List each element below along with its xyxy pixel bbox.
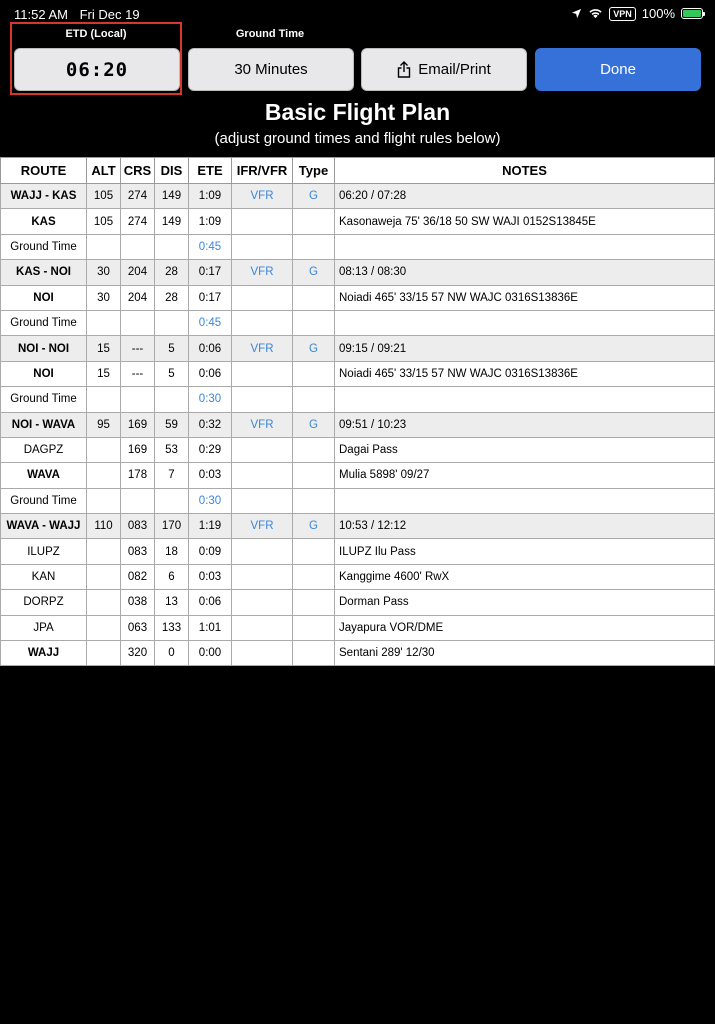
cell-dis [155,310,189,335]
cell-dis: 53 [155,437,189,462]
page-title: Basic Flight Plan [264,99,451,125]
cell-notes: Dagai Pass [335,437,715,462]
cell-ete: 0:09 [189,539,232,564]
cell-alt [87,234,121,259]
cell-ete: 0:32 [189,412,232,437]
location-arrow-icon [571,8,582,19]
col-header-rules: IFR/VFR [232,158,293,184]
cell-type [293,564,335,589]
cell-dis [155,234,189,259]
cell-dis: 18 [155,539,189,564]
cell-ete: 0:17 [189,285,232,310]
cell-notes [335,387,715,412]
cell-notes: Jayapura VOR/DME [335,615,715,640]
cell-notes: Kanggime 4600' RwX [335,564,715,589]
cell-notes: Noiadi 465' 33/15 57 NW WAJC 0316S13836E [335,285,715,310]
cell-route: KAS - NOI [1,260,87,285]
cell-alt: 15 [87,336,121,361]
waypoint-row [1,463,715,488]
done-button[interactable]: Done [535,48,701,91]
status-time: 11:52 AM [14,7,68,22]
waypoint-row [1,285,715,310]
cell-crs: 083 [121,539,155,564]
cell-route: Ground Time [1,310,87,335]
cell-dis: 59 [155,412,189,437]
leg-row [1,260,715,285]
cell-crs [121,310,155,335]
leg-row [1,184,715,209]
cell-route: NOI - WAVA [1,412,87,437]
ground-time-value[interactable]: 0:30 [189,387,232,412]
cell-notes: Noiadi 465' 33/15 57 NW WAJC 0316S13836E [335,361,715,386]
waypoint-row [1,209,715,234]
cell-crs: 082 [121,564,155,589]
flight-type-toggle[interactable]: G [293,514,335,539]
cell-dis: 5 [155,361,189,386]
cell-alt: 105 [87,209,121,234]
share-icon [397,61,411,78]
flight-type-toggle[interactable]: G [293,412,335,437]
cell-route: WAVA [1,463,87,488]
col-header-dis: DIS [155,158,189,184]
cell-type [293,615,335,640]
waypoint-row [1,361,715,386]
flight-type-toggle[interactable]: G [293,184,335,209]
ground-time-row [1,488,715,513]
flight-rules-toggle[interactable]: VFR [232,336,293,361]
cell-alt [87,590,121,615]
cell-route: WAVA - WAJJ [1,514,87,539]
cell-notes: 09:51 / 10:23 [335,412,715,437]
cell-ete: 0:06 [189,361,232,386]
flight-rules-toggle[interactable]: VFR [232,260,293,285]
leg-row [1,412,715,437]
cell-ete: 0:06 [189,336,232,361]
cell-route: Ground Time [1,488,87,513]
cell-rules [232,590,293,615]
cell-notes: 10:53 / 12:12 [335,514,715,539]
cell-dis: 13 [155,590,189,615]
cell-route: DAGPZ [1,437,87,462]
cell-rules [232,539,293,564]
cell-alt [87,310,121,335]
cell-crs [121,387,155,412]
flight-rules-toggle[interactable]: VFR [232,184,293,209]
email-print-button[interactable] [361,48,527,91]
cell-dis: 6 [155,564,189,589]
page-subtitle: (adjust ground times and flight rules below) [214,130,501,147]
cell-type [293,310,335,335]
cell-crs: --- [121,361,155,386]
cell-crs: 038 [121,590,155,615]
col-header-alt: ALT [87,158,121,184]
cell-alt [87,641,121,666]
cell-crs [121,488,155,513]
cell-route: WAJJ [1,641,87,666]
cell-rules [232,234,293,259]
waypoint-row [1,564,715,589]
cell-crs: 204 [121,260,155,285]
waypoint-row [1,615,715,640]
cell-ete: 0:06 [189,590,232,615]
wifi-icon [588,8,603,19]
cell-crs: 320 [121,641,155,666]
cell-alt [87,437,121,462]
cell-alt: 30 [87,285,121,310]
cell-crs: 274 [121,209,155,234]
cell-dis: 5 [155,336,189,361]
cell-notes [335,234,715,259]
cell-ete: 0:03 [189,564,232,589]
vpn-badge: VPN [609,7,636,21]
cell-route: ILUPZ [1,539,87,564]
cell-rules [232,488,293,513]
cell-notes: 09:15 / 09:21 [335,336,715,361]
cell-alt: 105 [87,184,121,209]
cell-dis: 149 [155,209,189,234]
cell-notes: ILUPZ Ilu Pass [335,539,715,564]
cell-type [293,209,335,234]
cell-dis: 28 [155,285,189,310]
cell-ete: 1:01 [189,615,232,640]
ground-time-row [1,234,715,259]
cell-dis: 149 [155,184,189,209]
waypoint-row [1,539,715,564]
cell-type [293,437,335,462]
cell-notes [335,488,715,513]
cell-crs: 169 [121,437,155,462]
ground-time-label: Ground Time [235,28,305,40]
cell-rules [232,361,293,386]
cell-rules [232,437,293,462]
cell-ete: 0:00 [189,641,232,666]
cell-alt [87,463,121,488]
flight-type-toggle[interactable]: G [293,260,335,285]
cell-rules [232,285,293,310]
ground-time-value[interactable]: 0:45 [189,234,232,259]
ground-time-button[interactable]: 30 Minutes [188,48,354,91]
cell-alt [87,564,121,589]
cell-route: WAJJ - KAS [1,184,87,209]
cell-type [293,285,335,310]
cell-rules [232,310,293,335]
cell-notes: Kasonaweja 75' 36/18 50 SW WAJI 0152S13845E [335,209,715,234]
cell-alt [87,539,121,564]
cell-dis [155,488,189,513]
cell-crs [121,234,155,259]
cell-crs: --- [121,336,155,361]
flight-rules-toggle[interactable]: VFR [232,412,293,437]
cell-ete: 0:03 [189,463,232,488]
cell-alt [87,488,121,513]
cell-type [293,590,335,615]
cell-route: Ground Time [1,387,87,412]
col-header-type: Type [293,158,335,184]
battery-percent: 100% [641,6,675,21]
cell-alt: 110 [87,514,121,539]
flight-type-toggle[interactable]: G [293,336,335,361]
col-header-crs: CRS [121,158,155,184]
cell-route: JPA [1,615,87,640]
cell-notes [335,310,715,335]
col-header-ete: ETE [189,158,232,184]
etd-label: ETD (Local) [65,28,127,40]
ground-time-row [1,310,715,335]
cell-notes: Dorman Pass [335,590,715,615]
cell-rules [232,463,293,488]
cell-type [293,641,335,666]
cell-route: KAN [1,564,87,589]
cell-notes: 08:13 / 08:30 [335,260,715,285]
cell-ete: 1:09 [189,184,232,209]
cell-crs: 169 [121,412,155,437]
col-header-notes: NOTES [335,158,715,184]
cell-type [293,488,335,513]
cell-notes: Mulia 5898' 09/27 [335,463,715,488]
leg-row [1,336,715,361]
table-header-row [1,158,715,184]
cell-rules [232,387,293,412]
cell-crs: 063 [121,615,155,640]
status-date: Fri Dec 19 [79,7,140,22]
cell-type [293,234,335,259]
cell-rules [232,209,293,234]
cell-rules [232,564,293,589]
cell-route: NOI - NOI [1,336,87,361]
cell-crs: 083 [121,514,155,539]
cell-route: NOI [1,285,87,310]
cell-route: DORPZ [1,590,87,615]
cell-alt [87,387,121,412]
cell-rules [232,641,293,666]
ground-time-row [1,387,715,412]
ground-time-value[interactable]: 0:30 [189,488,232,513]
cell-dis: 28 [155,260,189,285]
ground-time-value[interactable]: 0:45 [189,310,232,335]
cell-route: KAS [1,209,87,234]
cell-rules [232,615,293,640]
waypoint-row [1,437,715,462]
cell-route: Ground Time [1,234,87,259]
cell-crs: 204 [121,285,155,310]
cell-ete: 1:19 [189,514,232,539]
cell-dis: 133 [155,615,189,640]
col-header-route: ROUTE [1,158,87,184]
cell-ete: 0:17 [189,260,232,285]
cell-alt: 15 [87,361,121,386]
cell-ete: 0:29 [189,437,232,462]
cell-notes: 06:20 / 07:28 [335,184,715,209]
cell-type [293,361,335,386]
cell-ete: 1:09 [189,209,232,234]
waypoint-row [1,590,715,615]
cell-dis: 170 [155,514,189,539]
battery-icon [681,8,703,19]
cell-alt: 30 [87,260,121,285]
cell-dis: 0 [155,641,189,666]
cell-crs: 178 [121,463,155,488]
cell-type [293,463,335,488]
cell-type [293,387,335,412]
flight-plan-table [0,157,715,666]
cell-notes: Sentani 289' 12/30 [335,641,715,666]
cell-crs: 274 [121,184,155,209]
cell-route: NOI [1,361,87,386]
cell-alt: 95 [87,412,121,437]
cell-dis: 7 [155,463,189,488]
cell-alt [87,615,121,640]
cell-dis [155,387,189,412]
flight-rules-toggle[interactable]: VFR [232,514,293,539]
waypoint-row [1,641,715,666]
email-print-label: Email/Print [418,61,491,78]
leg-row [1,514,715,539]
etd-time-button[interactable]: 06:20 [14,48,180,91]
cell-type [293,539,335,564]
